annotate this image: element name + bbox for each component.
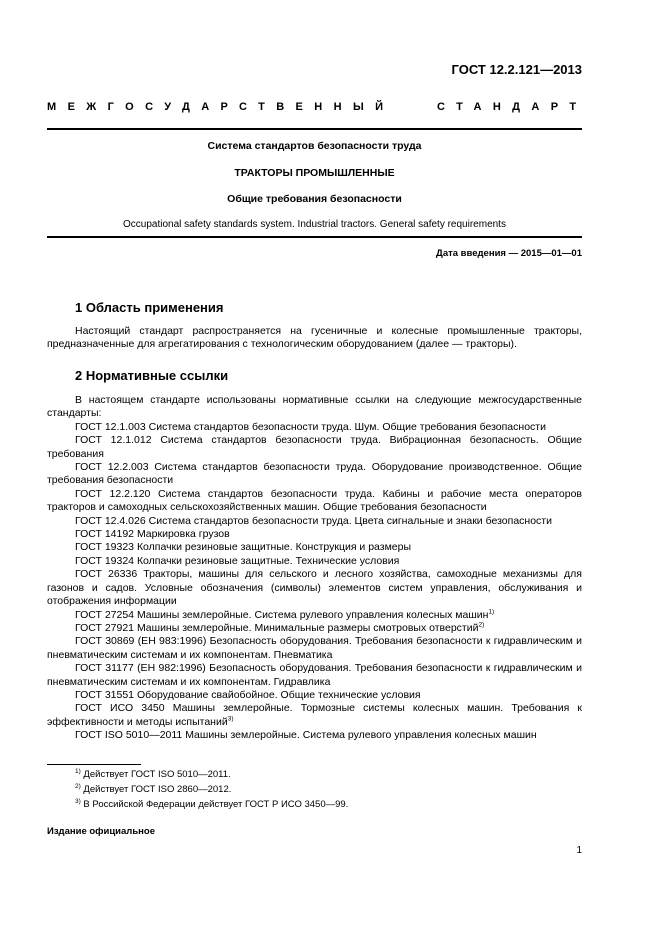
footnote-marker: 3) [227, 715, 234, 723]
reference-text: ГОСТ 27254 Машины землеройные. Система рулевого управления колесных машин [75, 608, 489, 621]
reference-item [47, 528, 582, 541]
reference-item [47, 541, 582, 554]
section-1-paragraph: Настоящий стандарт распространяется на гусеничные и колесные промышленные тракторы, предназначенные для агрегатирования с технологическим оборудованием (далее — тракторы). [47, 325, 582, 351]
reference-item [47, 635, 582, 662]
reference-item [47, 729, 582, 742]
section-2-body [47, 394, 582, 743]
reference-text: ГОСТ 14192 Маркировка грузов [75, 528, 230, 541]
banner-interstate: МЕЖГОСУДАРСТВЕННЫЙ [47, 101, 395, 113]
footnote-text: В Российской Федерации действует ГОСТ Р ИСО 3450—99. [80, 799, 349, 810]
footnote-text: Действует ГОСТ ISO 5010—2011. [80, 769, 231, 780]
footnote-item [75, 797, 348, 812]
reference-item [47, 434, 582, 461]
reference-item [47, 662, 582, 689]
reference-text: ГОСТ 26336 Тракторы, машины для сельского и лесного хозяйства, самоходные механизмы для газонов и садов. Условные обозначения (символы) элементов систем управления, обслуживания и отображения информации [47, 568, 582, 608]
reference-text: ГОСТ 27921 Машины землеройные. Минимальные размеры смотровых отверстий [75, 621, 479, 634]
reference-text: ГОСТ ISO 5010—2011 Машины землеройные. Система рулевого управления колесных машин [75, 729, 537, 742]
standards-system-title: Система стандартов безопасности труда [207, 140, 422, 152]
footnote-item [75, 767, 348, 782]
reference-text: ГОСТ 12.1.003 Система стандартов безопасности труда. Шум. Общие требования безопасности [75, 420, 546, 433]
page-number: 1 [576, 845, 582, 856]
footnote-mark: 2) [75, 782, 81, 790]
reference-item [47, 421, 582, 434]
footnote-rule [47, 764, 141, 765]
reference-text: ГОСТ 30869 (ЕН 983:1996) Безопасность оборудования. Требования безопасности к гидравлическим и пневматическим системам и их компонентам. Пневматика [47, 635, 582, 661]
header-rule [47, 128, 582, 130]
footnotes [75, 767, 348, 812]
reference-item [47, 488, 582, 515]
reference-text: ГОСТ 12.1.012 Система стандартов безопасности труда. Вибрационная безопасность. Общие требования [47, 434, 582, 460]
reference-text: ГОСТ 31551 Оборудование свайобойное. Общие технические условия [75, 688, 421, 701]
edition-label: Издание официальное [47, 826, 155, 837]
footnote-marker: 1) [488, 608, 495, 615]
banner-standard: СТАНДАРТ [437, 101, 588, 113]
normative-references-list [47, 421, 582, 743]
section-1-heading: 1 Область применения [75, 300, 224, 315]
reference-text: ГОСТ 12.2.120 Система стандартов безопасности труда. Кабины и рабочие места операторов тракторов и самоходных сельскохозяйственных машин. Общие требования безопасности [47, 487, 582, 514]
reference-text: ГОСТ 19324 Колпачки резиновые защитные. Технические условия [75, 554, 400, 567]
reference-item [47, 568, 582, 608]
reference-text: ГОСТ 31177 (ЕН 982:1996) Безопасность оборудования. Требования безопасности к гидравлическим и пневматическим системам и их компонентам. Гидравлика [47, 662, 582, 688]
reference-text: ГОСТ 12.4.026 Система стандартов безопасности труда. Цвета сигнальные и знаки безопасности [75, 514, 552, 527]
reference-item [47, 702, 582, 729]
reference-item [47, 461, 582, 488]
reference-text: ГОСТ 12.2.003 Система стандартов безопасности труда. Оборудование производственное. Общие требования безопасности [47, 461, 582, 487]
document-code: ГОСТ 12.2.121—2013 [451, 62, 582, 77]
reference-item [47, 622, 582, 635]
introduction-date: Дата введения — 2015—01—01 [436, 248, 582, 259]
subtitle: Общие требования безопасности [227, 193, 402, 205]
footnote-mark: 1) [75, 767, 81, 775]
main-title: ТРАКТОРЫ ПРОМЫШЛЕННЫЕ [234, 167, 395, 179]
reference-item [47, 609, 582, 622]
section-2-heading: 2 Нормативные ссылки [75, 368, 229, 383]
title-rule [47, 236, 582, 238]
footnote-text: Действует ГОСТ ISO 2860—2012. [80, 784, 232, 795]
footnote-marker: 2) [478, 621, 485, 629]
english-title: Occupational safety standards system. Industrial tractors. General safety requirements [123, 219, 506, 230]
reference-item [47, 689, 582, 702]
reference-item [47, 515, 582, 528]
reference-text: ГОСТ 19323 Колпачки резиновые защитные. Конструкция и размеры [75, 541, 412, 554]
footnote-mark: 3) [75, 797, 81, 805]
section-1-body [47, 325, 582, 352]
reference-text: ГОСТ ИСО 3450 Машины землеройные. Тормозные системы колесных машин. Требования к эффективности и методы испытаний [47, 702, 582, 728]
reference-item [47, 555, 582, 568]
section-2-intro: В настоящем стандарте использованы нормативные ссылки на следующие межгосударственные стандарты: [47, 394, 582, 420]
footnote-item [75, 782, 348, 797]
